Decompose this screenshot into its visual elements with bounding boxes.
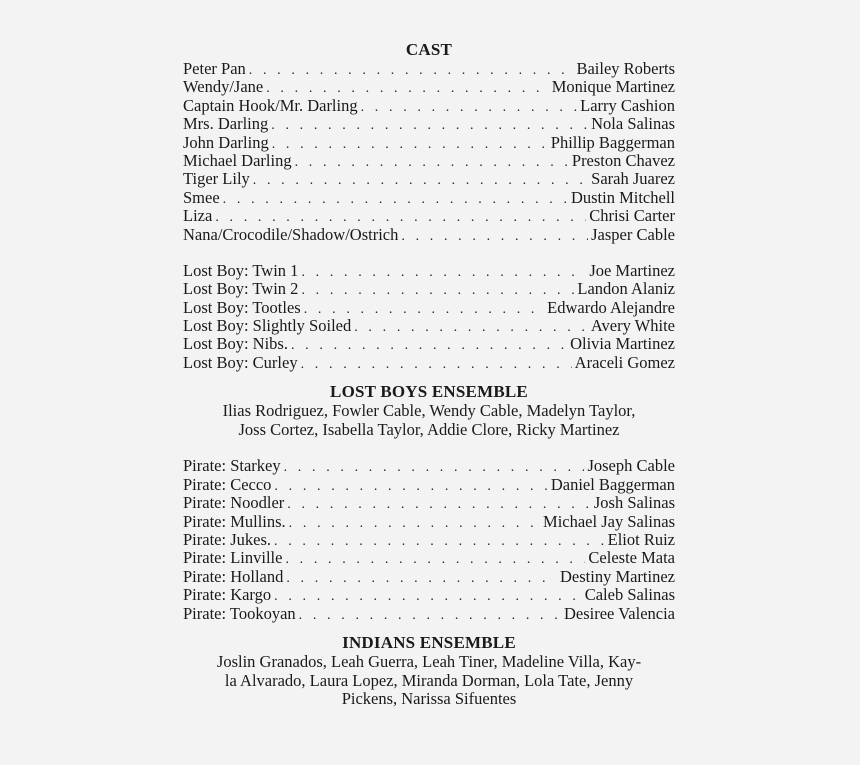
cast-row [183,134,675,152]
actor-name: Celeste Mata [588,548,675,568]
cast-row [183,299,675,317]
role-name: Wendy/Jane [183,77,264,97]
dot-leader [271,117,588,135]
dot-leader [274,478,547,496]
actor-name: Avery White [590,316,675,336]
role-name: Pirate: Mullins. [183,511,286,531]
actor-name: Michael Jay Salinas [543,511,675,531]
cast-row [183,531,675,549]
dot-leader [301,282,574,300]
lost-boys-ensemble-names [183,402,675,439]
actor-name: Sarah Juarez [591,169,675,189]
role-name: Nana/Crocodile/Shadow/Ostrich [183,224,399,244]
cast-row [183,226,675,244]
dot-leader [301,356,572,374]
dot-leader [274,533,605,551]
ensemble-line: Joss Cortez, Isabella Taylor, Addie Clore, Ricky Martinez [238,419,620,439]
section-spacer [183,244,675,262]
role-name: Liza [183,206,213,226]
actor-name: Joe Martinez [589,260,675,280]
actor-name: Chrisi Carter [589,206,675,226]
dot-leader [253,172,588,190]
role-name: Mrs. Darling [183,114,269,134]
role-name: Pirate: Starkey [183,456,281,476]
actor-name: Bailey Roberts [576,59,675,78]
role-name: Smee [183,187,220,207]
ensemble-line: Ilias Rodriguez, Fowler Cable, Wendy Cable, Madelyn Taylor, [222,401,636,421]
role-name: Pirate: Tookoyan [183,603,296,623]
dot-leader [249,62,574,80]
cast-row [183,494,675,512]
actor-name: Jasper Cable [591,224,675,244]
actor-name: Eliot Ruiz [607,530,675,549]
role-name: Lost Boy: Tootles [183,297,301,317]
actor-name: Larry Cashion [580,95,675,115]
cast-row [183,207,675,225]
cast-row [183,170,675,188]
dot-leader [289,515,540,533]
cast-row [183,115,675,133]
dot-leader [401,228,588,246]
actor-name: Monique Martinez [551,77,675,97]
role-name: John Darling [183,132,269,152]
role-name: Pirate: Cecco [183,474,272,494]
role-name: Lost Boy: Twin 2 [183,279,299,299]
actor-name: Araceli Gomez [574,352,675,372]
cast-heading: CAST [405,40,453,59]
cast-row [183,549,675,567]
actor-name: Phillip Baggerman [550,132,675,152]
actor-name: Joseph Cable [587,456,675,476]
actor-name: Desiree Valencia [563,603,675,623]
cast-row [183,568,675,586]
pirate-roles [183,457,675,623]
cast-row [183,586,675,604]
actor-name: Landon Alaniz [577,279,675,299]
cast-row [183,189,675,207]
indians-ensemble-names [183,653,675,709]
cast-row [183,317,675,335]
role-name: Lost Boy: Twin 1 [183,260,299,280]
role-name: Lost Boy: Nibs. [183,334,288,354]
dot-leader [291,337,567,355]
cast-row [183,97,675,115]
indians-ensemble-heading: INDIANS ENSEMBLE [342,632,516,652]
dot-leader [285,551,585,569]
cast-row [183,354,675,372]
role-name: Pirate: Holland [183,566,284,586]
actor-name: Edwardo Alejandre [547,297,675,317]
actor-name: Nola Salinas [591,114,675,134]
cast-row [183,280,675,298]
role-name: Pirate: Noodler [183,493,285,513]
role-name: Lost Boy: Slightly Soiled [183,316,352,336]
cast-row [183,335,675,353]
dot-leader [354,319,588,337]
principal-roles [183,60,675,244]
lost-boys-ensemble-heading: LOST BOYS ENSEMBLE [330,382,528,402]
dot-leader [223,191,568,209]
actor-name: Daniel Baggerman [550,474,675,494]
dot-leader [272,136,548,154]
dot-leader [284,459,585,477]
ensemble-line: Joslin Granados, Leah Guerra, Leah Tiner, Madeline Villa, Kay- [216,651,642,671]
dot-leader [295,154,569,172]
ensemble-line: Pickens, Narissa Sifuentes [341,689,517,709]
role-name: Pirate: Jukes. [183,530,271,549]
role-name: Tiger Lily [183,169,250,189]
role-name: Captain Hook/Mr. Darling [183,95,358,115]
dot-leader [301,264,586,282]
actor-name: Destiny Martinez [559,566,675,586]
cast-row [183,457,675,475]
role-name: Lost Boy: Curley [183,352,298,372]
actor-name: Dustin Mitchell [570,187,675,207]
lost-boys-roles [183,262,675,372]
actor-name: Josh Salinas [593,493,675,513]
dot-leader [274,588,582,606]
cast-row [183,152,675,170]
role-name: Pirate: Kargo [183,585,272,605]
actor-name: Olivia Martinez [570,334,675,354]
cast-row [183,60,675,78]
cast-row [183,605,675,623]
role-name: Pirate: Linville [183,548,283,568]
actor-name: Caleb Salinas [584,585,675,605]
dot-leader [299,607,561,625]
dot-leader [286,570,557,588]
ensemble-line: la Alvarado, Laura Lopez, Miranda Dorman, Lola Tate, Jenny [224,670,634,690]
role-name: Michael Darling [183,150,292,170]
cast-row [183,262,675,280]
cast-list [183,40,675,709]
role-name: Peter Pan [183,59,246,78]
dot-leader [361,99,578,117]
actor-name: Preston Chavez [571,150,675,170]
cast-row [183,78,675,96]
cast-row [183,513,675,531]
cast-row [183,476,675,494]
section-spacer [183,439,675,457]
